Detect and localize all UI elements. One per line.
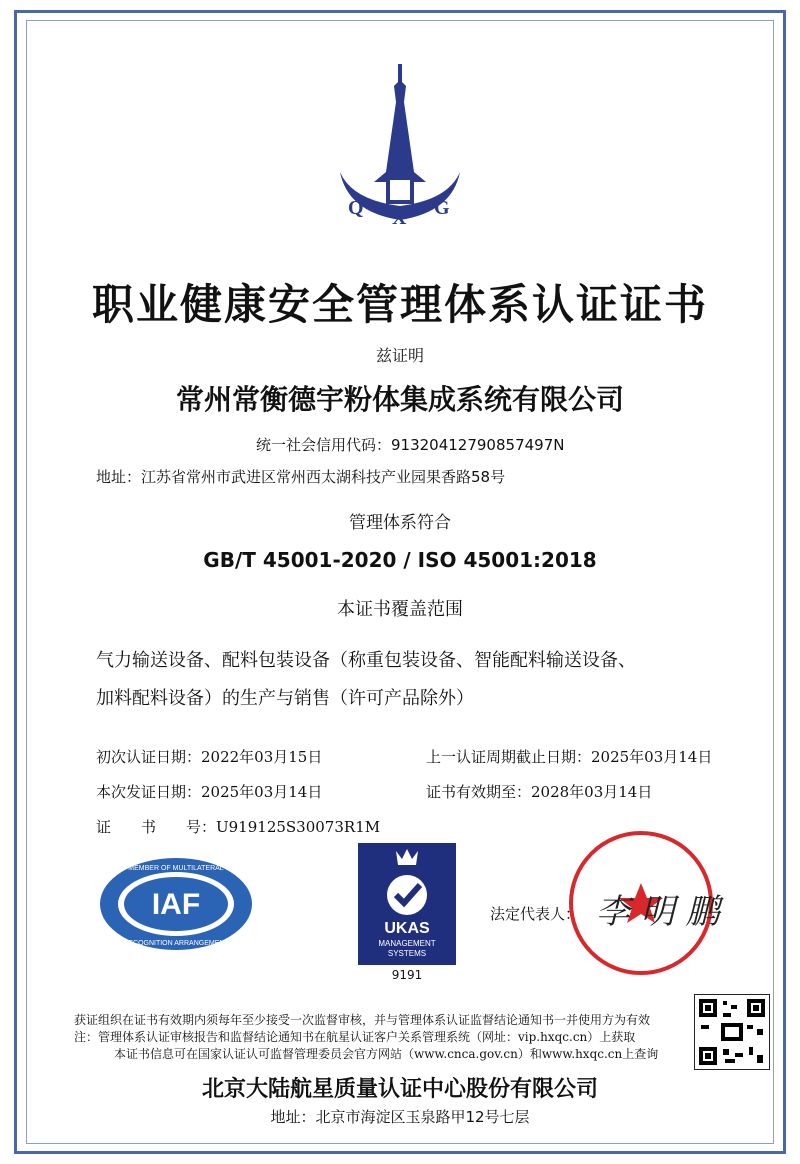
- certificate-title: 职业健康安全管理体系认证证书: [91, 280, 708, 329]
- legal-rep-signature: 李 明 鹏: [596, 892, 720, 932]
- ukas-line2: MANAGEMENT: [378, 939, 436, 948]
- iaf-ring-top: MEMBER OF MULTILATERAL: [128, 865, 224, 872]
- scope-line-2: 加料配料设备）的生产与销售（许可产品除外）: [96, 688, 474, 709]
- legal-rep-label: 法定代表人：: [490, 905, 581, 923]
- ukas-line3: SYSTEMS: [387, 949, 427, 958]
- iaf-text: IAF: [151, 888, 201, 921]
- logo-letter-g: G: [434, 197, 450, 219]
- crown-icon: [396, 849, 418, 865]
- notice-line-2: 注：管理体系认证审核报告和监督结论通知书在航星认证客户关系管理系统（网址：vip.hxqc.cn）上获取: [74, 1030, 636, 1044]
- company-address: 地址：江苏省常州市武进区常州西太湖科技产业园果香路58号: [96, 468, 506, 486]
- qxg-tower-logo: [330, 62, 470, 232]
- certificate-number: 证 书 号：U919125S30073R1M: [96, 818, 381, 836]
- notice-line-3: 本证书信息可在国家认证认可监督管理委员会官方网站（www.cnca.gov.cn）和www.hxqc.cn上查询: [114, 1047, 659, 1061]
- scope-title: 本证书覆盖范围: [337, 599, 463, 620]
- notice-line-1: 获证组织在证书有效期内须每年至少接受一次监督审核，并与管理体系认证监督结论通知书一并使用方为有效: [74, 1013, 651, 1027]
- logo-letter-q: Q: [348, 197, 364, 219]
- issuer-address: 地址：北京市海淀区玉泉路甲12号七层: [270, 1108, 530, 1126]
- certify-text: 兹证明: [375, 346, 424, 365]
- ukas-logo: [358, 843, 456, 965]
- ukas-line1: UKAS: [384, 920, 430, 937]
- iaf-logo: [96, 854, 256, 954]
- notice: [74, 1012, 714, 1063]
- valid-until-date: 证书有效期至：2028年03月14日: [426, 783, 653, 801]
- prev-expiry-date: 上一认证周期截止日期：2025年03月14日: [426, 748, 713, 766]
- iaf-ring-bottom: RECOGNITION ARRANGEMENT: [123, 940, 229, 947]
- ukas-number: 9191: [391, 968, 423, 982]
- company-name: 常州常衡德宇粉体集成系统有限公司: [175, 383, 624, 416]
- standard-name: GB/T 45001-2020 / ISO 45001:2018: [203, 548, 597, 572]
- first-cert-date: 初次认证日期：2022年03月15日: [96, 748, 323, 766]
- issue-date: 本次发证日期：2025年03月14日: [96, 783, 323, 801]
- logo-letter-x: X: [392, 207, 407, 229]
- conform-label: 管理体系符合: [349, 513, 451, 533]
- credit-code: 统一社会信用代码：91320412790857497N: [256, 436, 565, 454]
- qr-code: [694, 994, 770, 1070]
- scope-line-1: 气力输送设备、配料包装设备（称重包装设备、智能配料输送设备、: [96, 650, 636, 671]
- issuer-name: 北京大陆航星质量认证中心股份有限公司: [201, 1077, 598, 1102]
